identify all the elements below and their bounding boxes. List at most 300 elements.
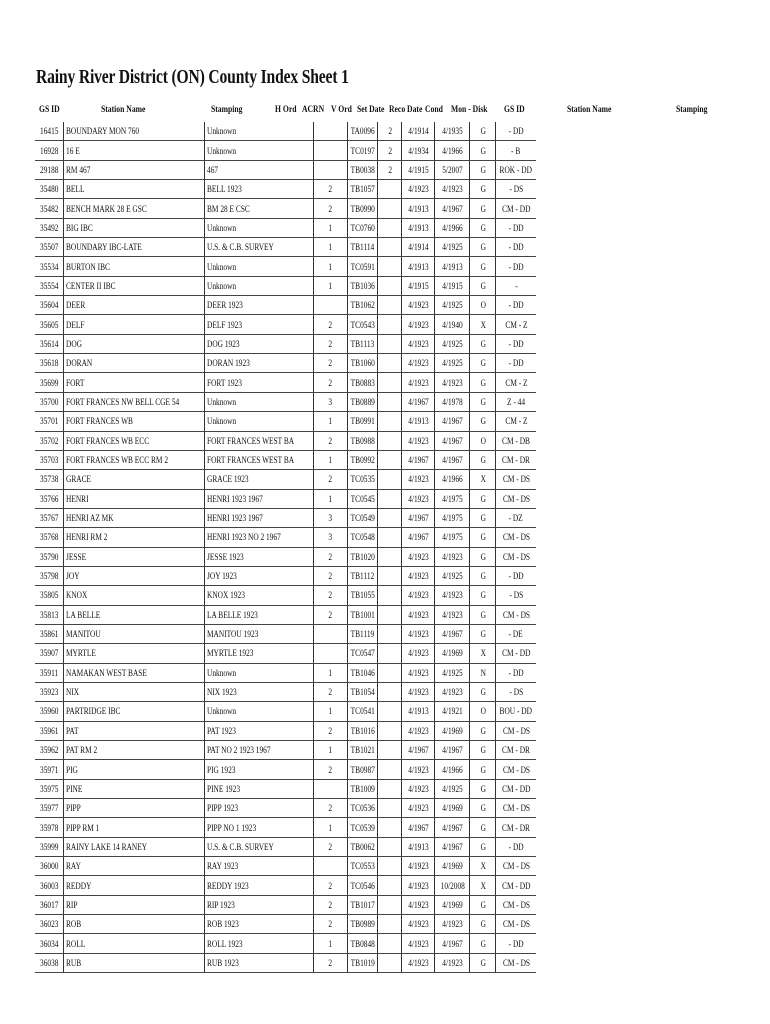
h-ord-cell-text: 2: [328, 803, 333, 814]
station-name-cell-text: HENRI AZ MK: [65, 513, 114, 524]
station-name-cell: [63, 508, 204, 527]
gs-id-cell-text: 35923: [39, 687, 58, 698]
table-row: [35, 528, 536, 547]
cond-cell-text: G: [480, 261, 486, 272]
mon-disk-cell-text: - DD: [508, 571, 524, 582]
mon-disk-cell: [496, 547, 536, 566]
gs-id-cell: [35, 450, 63, 469]
set-date-cell-text: 4/1967: [408, 822, 429, 833]
station-name-cell: [63, 605, 204, 624]
set-date-cell: [402, 799, 435, 818]
set-date-cell: [402, 470, 435, 489]
h-ord-cell: [313, 915, 347, 934]
set-date-cell: [402, 276, 435, 295]
h-ord-cell: [313, 122, 347, 141]
gs-id-cell: [35, 257, 63, 276]
acrn-cell: [347, 508, 378, 527]
gs-id-cell: [35, 354, 63, 373]
cond-cell: [470, 953, 496, 972]
station-name-cell-text: BENCH MARK 28 E GSC: [65, 203, 147, 214]
h-ord-cell: [313, 857, 347, 876]
station-name-cell: [63, 296, 204, 315]
station-name-cell: [63, 857, 204, 876]
h-ord-cell-text: 1: [328, 222, 333, 233]
acrn-cell-text: TC0539: [350, 822, 375, 833]
v-ord-cell: [378, 915, 402, 934]
acrn-cell-text: TB0848: [350, 938, 375, 949]
acrn-cell-text: TB0987: [350, 764, 375, 775]
set-date-cell: [402, 624, 435, 643]
acrn-cell-text: TB0988: [350, 435, 375, 446]
set-date-cell: [402, 934, 435, 953]
stamping-cell-text: JESSE 1923: [206, 551, 244, 562]
h-ord-cell-text: 1: [328, 280, 333, 291]
reco-date-cell-text: 4/1978: [442, 396, 463, 407]
acrn-cell: [347, 837, 378, 856]
mon-disk-cell: [496, 702, 536, 721]
acrn-cell-text: TC0760: [350, 222, 375, 233]
mon-disk-cell: [496, 895, 536, 914]
set-date-cell-text: 4/1923: [408, 764, 429, 775]
gs-id-cell: [35, 392, 63, 411]
cond-cell-text: G: [480, 377, 486, 388]
set-date-cell: [402, 741, 435, 760]
set-date-cell-text: 4/1923: [408, 919, 429, 930]
acrn-cell-text: TC0591: [350, 261, 375, 272]
station-name-cell: [63, 373, 204, 392]
h-ord-cell: [313, 450, 347, 469]
set-date-cell: [402, 644, 435, 663]
set-date-cell-text: 4/1967: [408, 396, 429, 407]
stamping-cell: [204, 334, 313, 353]
gs-id-cell-text: 35702: [39, 435, 58, 446]
v-ord-cell: [378, 431, 402, 450]
cond-cell-text: G: [480, 919, 486, 930]
reco-date-cell-text: 5/2007: [442, 164, 463, 175]
gs-id-cell: [35, 508, 63, 527]
gs-id-cell-text: 35604: [39, 300, 58, 311]
acrn-cell-text: TB0889: [350, 396, 375, 407]
mon-disk-cell-text: CM - DD: [501, 203, 531, 214]
stamping-cell: [204, 373, 313, 392]
table-row: [35, 450, 536, 469]
acrn-cell: [347, 682, 378, 701]
header-acrn: ACRN: [302, 104, 325, 114]
station-name-cell: [63, 547, 204, 566]
set-date-cell-text: 4/1923: [408, 358, 429, 369]
station-name-cell-text: NAMAKAN WEST BASE: [65, 667, 147, 678]
reco-date-cell: [435, 741, 470, 760]
station-name-cell: [63, 779, 204, 798]
station-name-cell: [63, 682, 204, 701]
acrn-cell-text: TC0548: [350, 532, 375, 543]
mon-disk-cell-text: CM - DS: [502, 474, 530, 485]
stamping-cell: [204, 818, 313, 837]
h-ord-cell: [313, 528, 347, 547]
cond-cell-text: G: [480, 764, 486, 775]
stamping-cell-text: KNOX 1923: [206, 590, 245, 601]
table-row: [35, 315, 536, 334]
stamping-cell-text: Unknown: [206, 706, 236, 717]
stamping-cell: [204, 876, 313, 895]
h-ord-cell-text: 2: [328, 880, 333, 891]
stamping-cell-text: ROB 1923: [206, 919, 239, 930]
table-row: [35, 837, 536, 856]
stamping-cell: [204, 934, 313, 953]
header-set-date: Set Date: [357, 104, 385, 114]
station-name-cell: [63, 141, 204, 160]
mon-disk-cell-text: - DD: [508, 261, 524, 272]
stamping-cell-text: U.S. & C.B. SURVEY: [206, 841, 274, 852]
cond-cell: [470, 915, 496, 934]
acrn-cell-text: TB0990: [350, 203, 375, 214]
reco-date-cell-text: 4/1923: [442, 609, 463, 620]
stamping-cell-text: Unknown: [206, 126, 236, 137]
station-name-cell-text: PINE: [65, 783, 82, 794]
mon-disk-cell: [496, 354, 536, 373]
h-ord-cell: [313, 566, 347, 585]
station-name-cell-text: NIX: [65, 687, 79, 698]
reco-date-cell-text: 4/1923: [442, 590, 463, 601]
station-name-cell: [63, 702, 204, 721]
stamping-cell-text: HENRI 1923 1967: [206, 513, 263, 524]
stamping-cell-text: BELL 1923: [206, 184, 242, 195]
reco-date-cell-text: 4/1969: [442, 803, 463, 814]
cond-cell: [470, 508, 496, 527]
v-ord-cell-text: 2: [387, 145, 392, 156]
set-date-cell: [402, 508, 435, 527]
h-ord-cell: [313, 315, 347, 334]
cond-cell-text: O: [480, 300, 486, 311]
gs-id-cell: [35, 741, 63, 760]
station-name-cell: [63, 431, 204, 450]
acrn-cell: [347, 586, 378, 605]
mon-disk-cell-text: - B: [511, 145, 521, 156]
station-name-cell: [63, 953, 204, 972]
stamping-cell-text: PIPP NO 1 1923: [206, 822, 256, 833]
acrn-cell: [347, 334, 378, 353]
set-date-cell: [402, 392, 435, 411]
acrn-cell: [347, 122, 378, 141]
table-row: [35, 779, 536, 798]
stamping-cell: [204, 238, 313, 257]
stamping-cell: [204, 257, 313, 276]
page-title: Rainy River District (ON) County Index Sheet 1: [36, 66, 349, 88]
gs-id-cell-text: 35482: [39, 203, 58, 214]
gs-id-cell: [35, 624, 63, 643]
cond-cell-text: G: [480, 493, 486, 504]
stamping-cell: [204, 450, 313, 469]
gs-id-cell-text: 35507: [39, 242, 58, 253]
table-row: [35, 799, 536, 818]
stamping-cell: [204, 180, 313, 199]
h-ord-cell: [313, 760, 347, 779]
gs-id-cell: [35, 218, 63, 237]
stamping-cell-text: DORAN 1923: [206, 358, 250, 369]
station-name-cell-text: 16 E: [65, 145, 80, 156]
set-date-cell: [402, 547, 435, 566]
mon-disk-cell-text: - DD: [508, 126, 524, 137]
stamping-cell-text: DOG 1923: [206, 338, 240, 349]
table-row: [35, 566, 536, 585]
set-date-cell-text: 4/1913: [408, 203, 429, 214]
set-date-cell: [402, 122, 435, 141]
h-ord-cell: [313, 160, 347, 179]
cond-cell: [470, 586, 496, 605]
set-date-cell-text: 4/1923: [408, 861, 429, 872]
v-ord-cell: [378, 141, 402, 160]
gs-id-cell-text: 35703: [39, 455, 58, 466]
v-ord-cell: [378, 644, 402, 663]
h-ord-cell: [313, 663, 347, 682]
acrn-cell-text: TC0546: [350, 880, 375, 891]
station-rows: [35, 122, 536, 973]
acrn-cell-text: TC0553: [350, 861, 375, 872]
v-ord-cell: [378, 508, 402, 527]
mon-disk-cell-text: CM - DS: [502, 493, 530, 504]
station-name-cell: [63, 470, 204, 489]
v-ord-cell: [378, 315, 402, 334]
station-name-cell-text: DORAN: [65, 358, 92, 369]
acrn-cell-text: TB1112: [350, 571, 375, 582]
v-ord-cell: [378, 566, 402, 585]
station-name-cell: [63, 876, 204, 895]
set-date-cell-text: 4/1923: [408, 590, 429, 601]
set-date-cell: [402, 160, 435, 179]
station-name-cell-text: JESSE: [65, 551, 86, 562]
stamping-cell-text: RIP 1923: [206, 899, 235, 910]
stamping-cell-text: JOY 1923: [206, 571, 237, 582]
station-name-cell: [63, 354, 204, 373]
station-name-cell: [63, 412, 204, 431]
h-ord-cell: [313, 431, 347, 450]
station-name-cell-text: PIPP RM 1: [65, 822, 99, 833]
h-ord-cell-text: 2: [328, 919, 333, 930]
set-date-cell-text: 4/1913: [408, 416, 429, 427]
mon-disk-cell: [496, 721, 536, 740]
set-date-cell-text: 4/1914: [408, 126, 429, 137]
stamping-cell-text: 467: [206, 164, 218, 175]
table-row: [35, 392, 536, 411]
acrn-cell-text: TB1055: [350, 590, 375, 601]
station-name-cell: [63, 799, 204, 818]
stamping-cell-text: PIG 1923: [206, 764, 236, 775]
acrn-cell-text: TB0883: [350, 377, 375, 388]
gs-id-cell-text: 35977: [39, 803, 58, 814]
reco-date-cell-text: 4/1913: [442, 261, 463, 272]
set-date-cell: [402, 876, 435, 895]
v-ord-cell: [378, 354, 402, 373]
reco-date-cell: [435, 857, 470, 876]
mon-disk-cell-text: - DD: [508, 300, 524, 311]
v-ord-cell: [378, 741, 402, 760]
set-date-cell: [402, 373, 435, 392]
station-name-cell: [63, 934, 204, 953]
gs-id-cell-text: 35554: [39, 280, 58, 291]
station-name-cell-text: RAINY LAKE 14 RANEY: [65, 841, 147, 852]
set-date-cell-text: 4/1967: [408, 513, 429, 524]
reco-date-cell-text: 4/1923: [442, 551, 463, 562]
v-ord-cell: [378, 895, 402, 914]
stamping-cell: [204, 528, 313, 547]
set-date-cell-text: 4/1915: [408, 280, 429, 291]
mon-disk-cell-text: - DZ: [509, 513, 524, 524]
set-date-cell-text: 4/1967: [408, 745, 429, 756]
reco-date-cell: [435, 392, 470, 411]
v-ord-cell-text: 2: [387, 164, 392, 175]
mon-disk-cell: [496, 663, 536, 682]
mon-disk-cell: [496, 276, 536, 295]
acrn-cell: [347, 238, 378, 257]
stamping-cell-text: MYRTLE 1923: [206, 648, 254, 659]
station-name-cell-text: FORT FRANCES NW BELL CGE 54: [65, 396, 179, 407]
h-ord-cell: [313, 141, 347, 160]
table-row: [35, 354, 536, 373]
gs-id-cell: [35, 644, 63, 663]
set-date-cell-text: 4/1967: [408, 455, 429, 466]
mon-disk-cell-text: CM - DD: [501, 880, 531, 891]
reco-date-cell-text: 4/1969: [442, 725, 463, 736]
mon-disk-cell-text: CM - Z: [505, 319, 528, 330]
gs-id-cell-text: 35492: [39, 222, 58, 233]
set-date-cell-text: 4/1923: [408, 184, 429, 195]
v-ord-cell: [378, 334, 402, 353]
station-name-cell-text: KNOX: [65, 590, 87, 601]
reco-date-cell: [435, 876, 470, 895]
cond-cell: [470, 199, 496, 218]
acrn-cell-text: TC0549: [350, 513, 375, 524]
mon-disk-cell-text: - DD: [508, 222, 524, 233]
v-ord-cell: [378, 180, 402, 199]
set-date-cell: [402, 257, 435, 276]
station-name-cell: [63, 450, 204, 469]
reco-date-cell-text: 4/1966: [442, 764, 463, 775]
acrn-cell-text: TB1019: [350, 957, 375, 968]
mon-disk-cell-text: BOU - DD: [499, 706, 533, 717]
h-ord-cell-text: 2: [328, 338, 333, 349]
v-ord-cell: [378, 257, 402, 276]
mon-disk-cell: [496, 837, 536, 856]
gs-id-cell: [35, 876, 63, 895]
mon-disk-cell-text: CM - DR: [502, 822, 531, 833]
cond-cell-text: O: [480, 435, 486, 446]
station-name-cell: [63, 334, 204, 353]
reco-date-cell: [435, 799, 470, 818]
acrn-cell: [347, 276, 378, 295]
mon-disk-cell: [496, 296, 536, 315]
stamping-cell: [204, 682, 313, 701]
table-row: [35, 199, 536, 218]
stamping-cell: [204, 644, 313, 663]
mon-disk-cell: [496, 218, 536, 237]
mon-disk-cell: [496, 489, 536, 508]
acrn-cell: [347, 876, 378, 895]
station-name-cell-text: HENRI: [65, 493, 89, 504]
table-row: [35, 218, 536, 237]
acrn-cell: [347, 721, 378, 740]
cond-cell-text: G: [480, 242, 486, 253]
station-name-cell: [63, 721, 204, 740]
acrn-cell-text: TB0989: [350, 919, 375, 930]
acrn-cell: [347, 315, 378, 334]
station-name-cell-text: REDDY: [65, 880, 91, 891]
gs-id-cell-text: 35962: [39, 745, 58, 756]
acrn-cell: [347, 470, 378, 489]
station-name-cell-text: MYRTLE: [65, 648, 96, 659]
header-reco-date: Reco Date: [389, 104, 423, 114]
gs-id-cell-text: 35618: [39, 358, 58, 369]
reco-date-cell: [435, 238, 470, 257]
cond-cell: [470, 180, 496, 199]
gs-id-cell-text: 35480: [39, 184, 58, 195]
gs-id-cell: [35, 470, 63, 489]
acrn-cell-text: TB0991: [350, 416, 375, 427]
h-ord-cell-text: 1: [328, 261, 333, 272]
cond-cell-text: G: [480, 396, 486, 407]
v-ord-cell: [378, 799, 402, 818]
set-date-cell: [402, 818, 435, 837]
gs-id-cell: [35, 296, 63, 315]
mon-disk-cell: [496, 566, 536, 585]
acrn-cell-text: TB1021: [350, 745, 375, 756]
cond-cell: [470, 818, 496, 837]
h-ord-cell-text: 2: [328, 841, 333, 852]
gs-id-cell: [35, 315, 63, 334]
stamping-cell: [204, 392, 313, 411]
acrn-cell: [347, 257, 378, 276]
acrn-cell-text: TB1017: [350, 899, 375, 910]
mon-disk-cell-text: - DS: [509, 590, 523, 601]
cond-cell: [470, 934, 496, 953]
reco-date-cell-text: 4/1966: [442, 222, 463, 233]
reco-date-cell: [435, 315, 470, 334]
gs-id-cell-text: 35767: [39, 513, 58, 524]
stamping-cell-text: Unknown: [206, 396, 236, 407]
mon-disk-cell-text: - DS: [509, 687, 523, 698]
stamping-cell: [204, 760, 313, 779]
reco-date-cell: [435, 934, 470, 953]
set-date-cell-text: 4/1934: [408, 145, 429, 156]
station-name-cell: [63, 315, 204, 334]
cond-cell: [470, 122, 496, 141]
set-date-cell: [402, 586, 435, 605]
mon-disk-cell-text: CM - DS: [502, 764, 530, 775]
acrn-cell-text: TA0096: [350, 126, 375, 137]
set-date-cell-text: 4/1923: [408, 687, 429, 698]
station-name-cell-text: DOG: [65, 338, 82, 349]
set-date-cell: [402, 528, 435, 547]
mon-disk-cell: [496, 528, 536, 547]
station-name-cell: [63, 528, 204, 547]
reco-date-cell-text: 4/1975: [442, 532, 463, 543]
acrn-cell: [347, 760, 378, 779]
mon-disk-cell: [496, 412, 536, 431]
gs-id-cell-text: 35614: [39, 338, 58, 349]
cond-cell: [470, 334, 496, 353]
set-date-cell-text: 4/1913: [408, 841, 429, 852]
reco-date-cell: [435, 354, 470, 373]
station-name-cell-text: GRACE: [65, 474, 91, 485]
cond-cell-text: G: [480, 957, 486, 968]
station-name-cell-text: DEER: [65, 300, 85, 311]
h-ord-cell: [313, 489, 347, 508]
gs-id-cell-text: 16928: [39, 145, 58, 156]
h-ord-cell-text: 2: [328, 725, 333, 736]
reco-date-cell-text: 4/1967: [442, 435, 463, 446]
cond-cell: [470, 160, 496, 179]
mon-disk-cell: [496, 644, 536, 663]
acrn-cell-text: TB1036: [350, 280, 375, 291]
